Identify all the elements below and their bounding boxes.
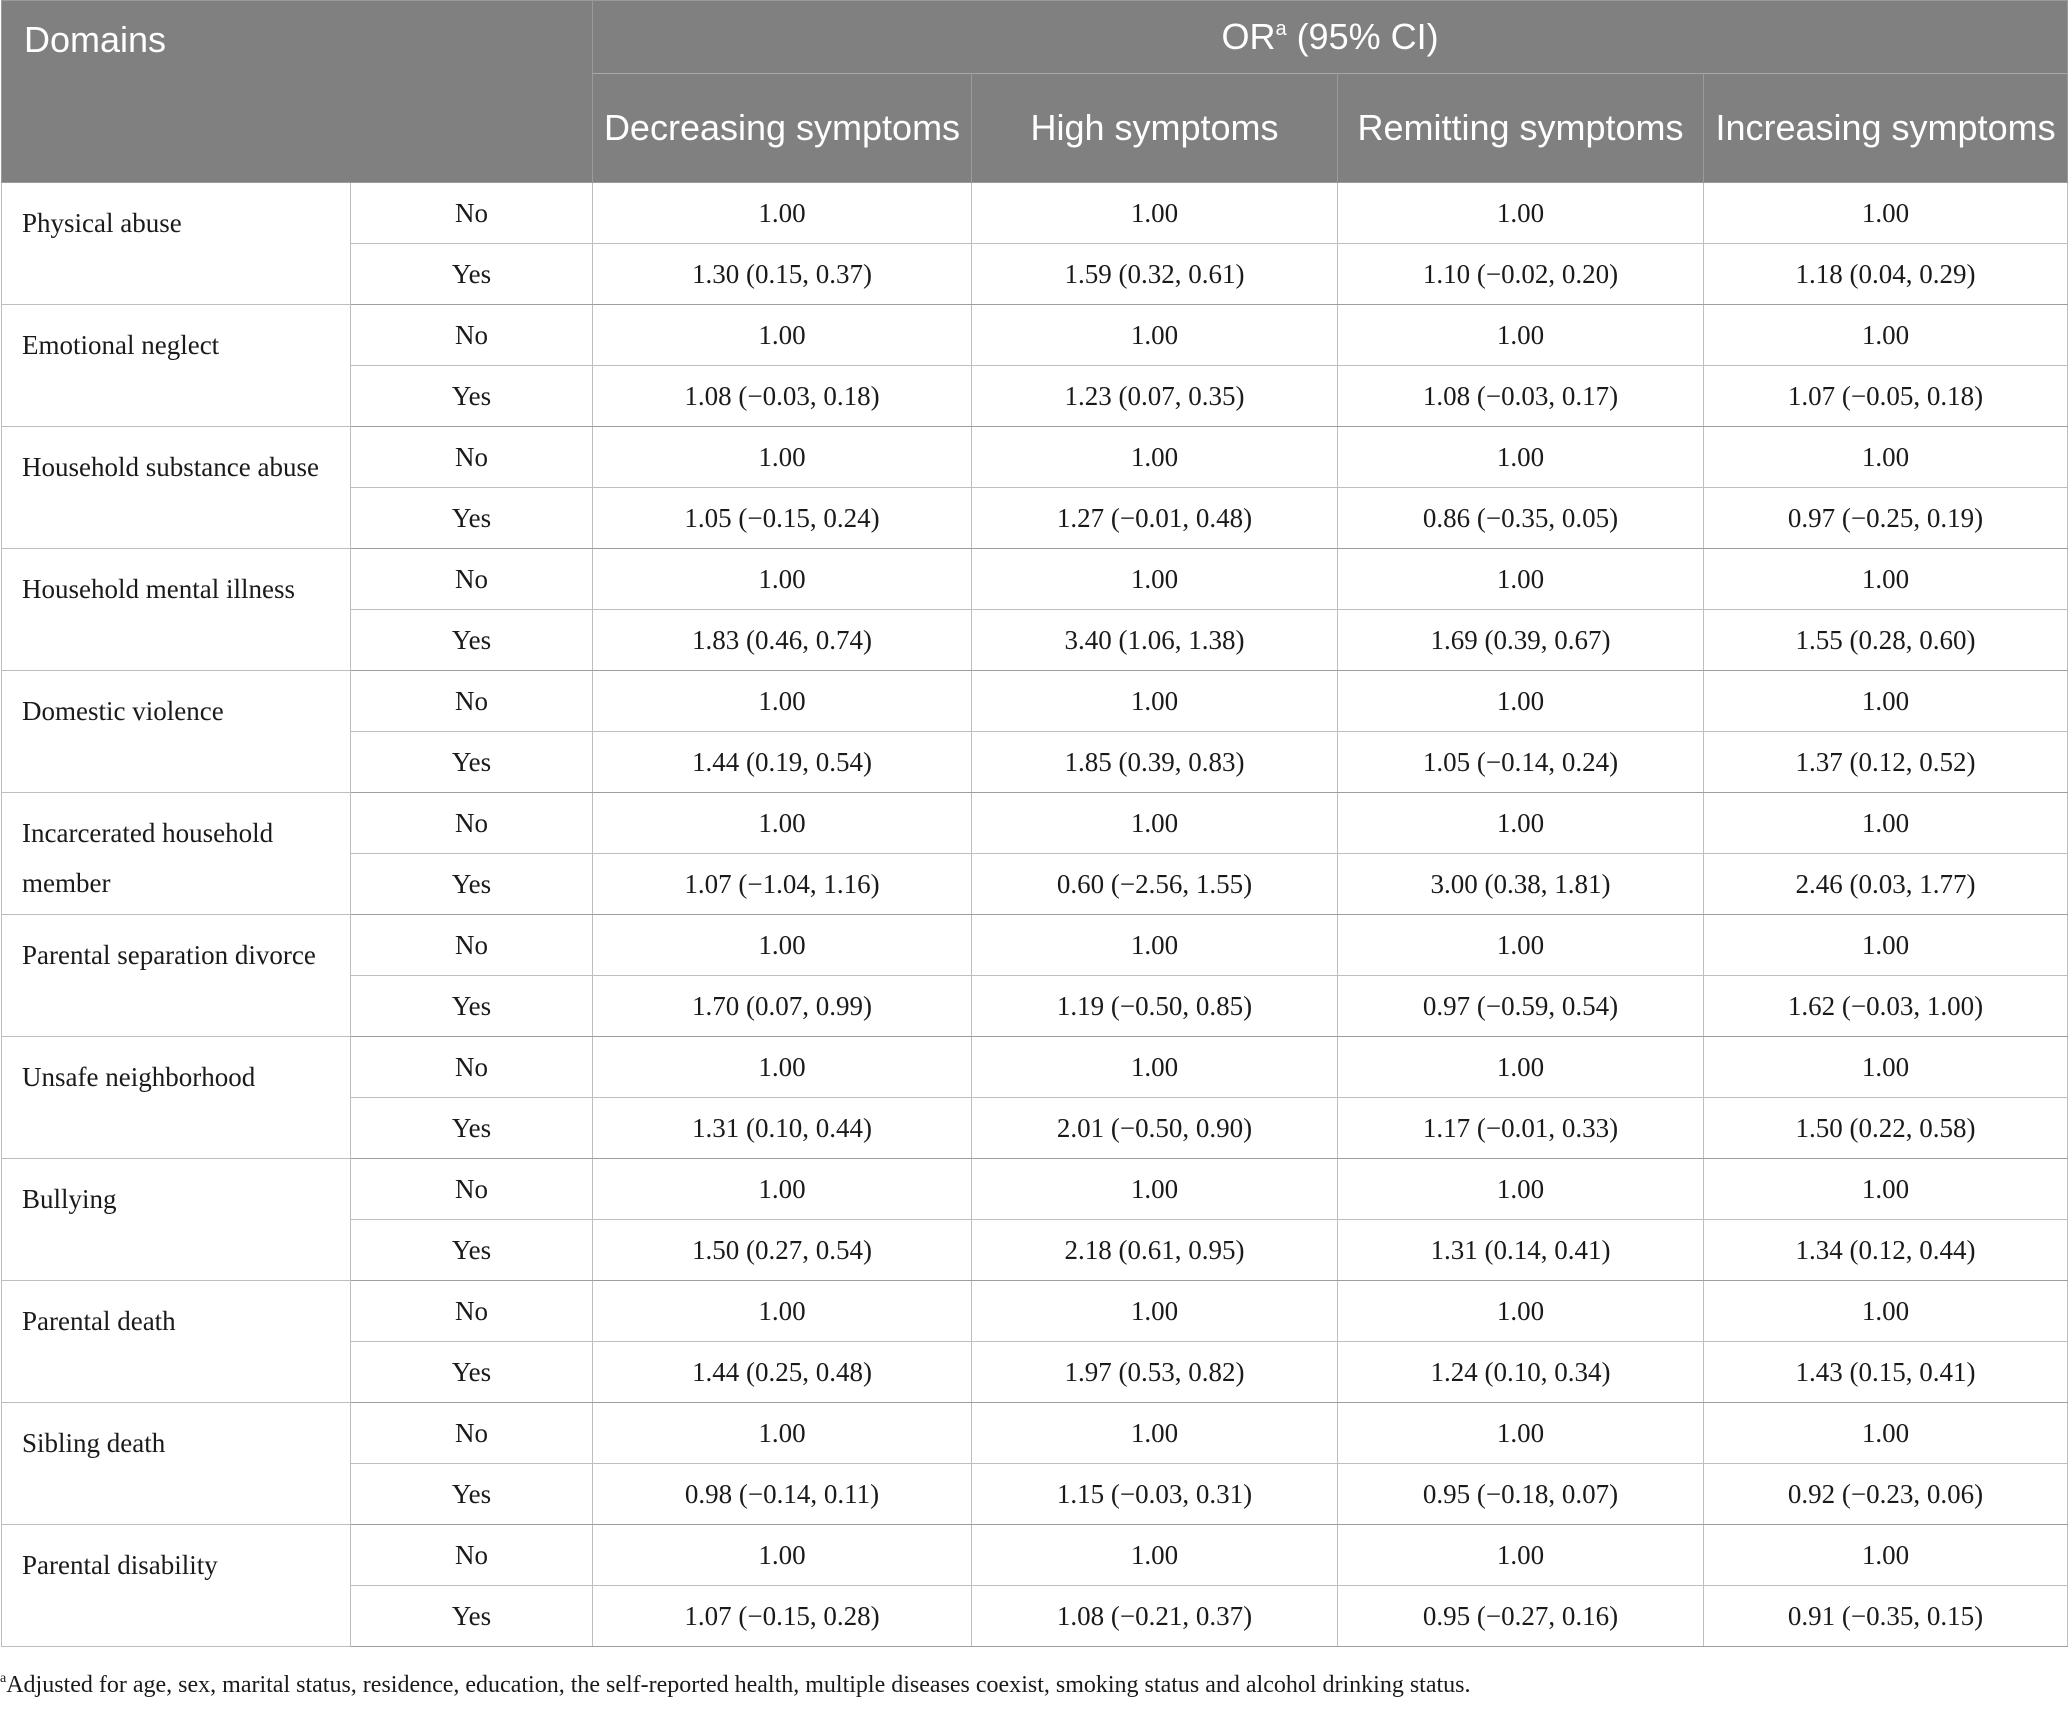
exposure-no-label: No: [351, 1403, 593, 1464]
table-cell: 1.18 (0.04, 0.29): [1704, 244, 2068, 305]
table-cell: 1.00: [1338, 1525, 1704, 1586]
table-row: [2, 1037, 2068, 1098]
table-cell: 1.00: [1704, 305, 2068, 366]
table-cell: 0.86 (−0.35, 0.05): [1338, 488, 1704, 549]
domain-label: Parental separation divorce: [2, 915, 351, 1037]
table-cell: 1.00: [1338, 1403, 1704, 1464]
table-cell: 1.17 (−0.01, 0.33): [1338, 1098, 1704, 1159]
domain-label: Unsafe neighborhood: [2, 1037, 351, 1159]
exposure-yes-label: Yes: [351, 244, 593, 305]
table-cell: 1.00: [593, 671, 972, 732]
table-row: [2, 793, 2068, 854]
exposure-no-label: No: [351, 427, 593, 488]
exposure-no-label: No: [351, 793, 593, 854]
table-cell: 1.07 (−1.04, 1.16): [593, 854, 972, 915]
table-cell: 1.05 (−0.15, 0.24): [593, 488, 972, 549]
domains-header: Domains: [2, 1, 593, 183]
table-cell: 1.00: [593, 1281, 972, 1342]
column-header-remitting: Remitting symptoms: [1338, 74, 1704, 183]
table-cell: 1.07 (−0.05, 0.18): [1704, 366, 2068, 427]
table-header: [2, 1, 2068, 183]
table-cell: 1.50 (0.27, 0.54): [593, 1220, 972, 1281]
domain-label: Parental disability: [2, 1525, 351, 1647]
table-cell: 0.92 (−0.23, 0.06): [1704, 1464, 2068, 1525]
exposure-yes-label: Yes: [351, 976, 593, 1037]
table-cell: 1.15 (−0.03, 0.31): [972, 1464, 1338, 1525]
table-cell: 1.69 (0.39, 0.67): [1338, 610, 1704, 671]
table-cell: 1.00: [1338, 1037, 1704, 1098]
exposure-yes-label: Yes: [351, 854, 593, 915]
table-cell: 2.18 (0.61, 0.95): [972, 1220, 1338, 1281]
table-cell: 1.00: [1338, 1159, 1704, 1220]
table-cell: 1.00: [1338, 183, 1704, 244]
table-cell: 1.00: [972, 793, 1338, 854]
table-cell: 1.00: [972, 427, 1338, 488]
table-cell: 2.46 (0.03, 1.77): [1704, 854, 2068, 915]
exposure-yes-label: Yes: [351, 1586, 593, 1647]
column-header-increasing: Increasing symptoms: [1704, 74, 2068, 183]
table-cell: 1.00: [593, 549, 972, 610]
table-cell: 1.00: [1704, 1037, 2068, 1098]
exposure-yes-label: Yes: [351, 1098, 593, 1159]
domain-label: Incarcerated household member: [2, 793, 351, 915]
table-cell: 1.00: [1338, 793, 1704, 854]
table-cell: 1.00: [593, 1159, 972, 1220]
table-cell: 1.00: [593, 915, 972, 976]
table-cell: 0.97 (−0.59, 0.54): [1338, 976, 1704, 1037]
table-cell: 1.00: [972, 549, 1338, 610]
table-cell: 1.05 (−0.14, 0.24): [1338, 732, 1704, 793]
table-cell: 2.01 (−0.50, 0.90): [972, 1098, 1338, 1159]
exposure-yes-label: Yes: [351, 732, 593, 793]
table-cell: 1.43 (0.15, 0.41): [1704, 1342, 2068, 1403]
table-cell: 1.23 (0.07, 0.35): [972, 366, 1338, 427]
table-cell: 1.08 (−0.21, 0.37): [972, 1586, 1338, 1647]
table-cell: 1.00: [1704, 671, 2068, 732]
column-header-decreasing: Decreasing symptoms: [593, 74, 972, 183]
exposure-no-label: No: [351, 549, 593, 610]
exposure-yes-label: Yes: [351, 610, 593, 671]
table-cell: 1.19 (−0.50, 0.85): [972, 976, 1338, 1037]
table-cell: 1.00: [593, 427, 972, 488]
exposure-yes-label: Yes: [351, 488, 593, 549]
table-cell: 1.08 (−0.03, 0.17): [1338, 366, 1704, 427]
table-cell: 1.00: [1338, 1281, 1704, 1342]
domain-label: Bullying: [2, 1159, 351, 1281]
table-cell: 1.00: [1338, 671, 1704, 732]
table-cell: 0.95 (−0.18, 0.07): [1338, 1464, 1704, 1525]
exposure-no-label: No: [351, 183, 593, 244]
table-cell: 1.00: [593, 305, 972, 366]
table-cell: 1.00: [593, 793, 972, 854]
domain-label: Emotional neglect: [2, 305, 351, 427]
domain-label: Household substance abuse: [2, 427, 351, 549]
table-cell: 1.44 (0.25, 0.48): [593, 1342, 972, 1403]
exposure-no-label: No: [351, 1281, 593, 1342]
table-cell: 1.97 (0.53, 0.82): [972, 1342, 1338, 1403]
table-cell: 1.30 (0.15, 0.37): [593, 244, 972, 305]
table-cell: 1.10 (−0.02, 0.20): [1338, 244, 1704, 305]
exposure-yes-label: Yes: [351, 1342, 593, 1403]
footnote: [0, 1672, 1471, 1699]
table-cell: 1.00: [1704, 549, 2068, 610]
domain-label: Parental death: [2, 1281, 351, 1403]
exposure-no-label: No: [351, 305, 593, 366]
table-row: [2, 1159, 2068, 1220]
exposure-yes-label: Yes: [351, 1220, 593, 1281]
table-cell: 1.62 (−0.03, 1.00): [1704, 976, 2068, 1037]
table-cell: 1.00: [593, 1403, 972, 1464]
exposure-yes-label: Yes: [351, 366, 593, 427]
domain-label: Household mental illness: [2, 549, 351, 671]
table-cell: 1.27 (−0.01, 0.48): [972, 488, 1338, 549]
table-cell: 3.40 (1.06, 1.38): [972, 610, 1338, 671]
table-cell: 1.00: [972, 1525, 1338, 1586]
table-cell: 0.97 (−0.25, 0.19): [1704, 488, 2068, 549]
table-cell: 1.00: [1704, 1281, 2068, 1342]
or-ci-label: (95% CI): [1286, 16, 1439, 57]
table-cell: 1.24 (0.10, 0.34): [1338, 1342, 1704, 1403]
table-cell: 1.00: [972, 1403, 1338, 1464]
exposure-no-label: No: [351, 915, 593, 976]
table-row: [2, 183, 2068, 244]
table-cell: 1.00: [593, 1037, 972, 1098]
table-cell: 1.70 (0.07, 0.99): [593, 976, 972, 1037]
table-cell: 1.00: [972, 183, 1338, 244]
table-body: [2, 183, 2068, 1647]
exposure-yes-label: Yes: [351, 1464, 593, 1525]
odds-ratio-table: [1, 0, 2068, 1647]
exposure-no-label: No: [351, 1525, 593, 1586]
table-cell: 1.00: [1704, 1525, 2068, 1586]
table-row: [2, 1525, 2068, 1586]
table-cell: 1.00: [972, 305, 1338, 366]
table-cell: 1.00: [593, 1525, 972, 1586]
table-cell: 3.00 (0.38, 1.81): [1338, 854, 1704, 915]
table-cell: 1.00: [972, 671, 1338, 732]
table-cell: 0.91 (−0.35, 0.15): [1704, 1586, 2068, 1647]
table-cell: 1.00: [593, 183, 972, 244]
table-cell: 1.83 (0.46, 0.74): [593, 610, 972, 671]
table-cell: 1.34 (0.12, 0.44): [1704, 1220, 2068, 1281]
table-cell: 1.00: [1338, 915, 1704, 976]
table-row: [2, 549, 2068, 610]
table-cell: 1.00: [972, 915, 1338, 976]
exposure-no-label: No: [351, 1037, 593, 1098]
table-cell: 0.95 (−0.27, 0.16): [1338, 1586, 1704, 1647]
table-cell: 1.07 (−0.15, 0.28): [593, 1586, 972, 1647]
table-cell: 1.00: [1704, 183, 2068, 244]
domain-label: Sibling death: [2, 1403, 351, 1525]
table-cell: 1.55 (0.28, 0.60): [1704, 610, 2068, 671]
table-cell: 0.98 (−0.14, 0.11): [593, 1464, 972, 1525]
table-cell: 1.31 (0.10, 0.44): [593, 1098, 972, 1159]
table-cell: 1.00: [972, 1159, 1338, 1220]
table-cell: 1.00: [1704, 1403, 2068, 1464]
table-cell: 1.59 (0.32, 0.61): [972, 244, 1338, 305]
table-cell: 1.00: [1338, 427, 1704, 488]
table-cell: 1.00: [1704, 793, 2068, 854]
table-cell: 1.00: [1704, 1159, 2068, 1220]
table-cell: 1.00: [1704, 427, 2068, 488]
table-cell: 1.37 (0.12, 0.52): [1704, 732, 2068, 793]
table-row: [2, 305, 2068, 366]
table-cell: 1.31 (0.14, 0.41): [1338, 1220, 1704, 1281]
column-header-high: High symptoms: [972, 74, 1338, 183]
table-cell: 1.00: [972, 1037, 1338, 1098]
table-cell: 1.00: [972, 1281, 1338, 1342]
table-cell: 1.00: [1338, 305, 1704, 366]
table-cell: 1.50 (0.22, 0.58): [1704, 1098, 2068, 1159]
domain-label: Domestic violence: [2, 671, 351, 793]
table-row: [2, 915, 2068, 976]
or-header: [593, 1, 2068, 74]
or-footnote-marker: a: [1275, 18, 1287, 40]
table-row: [2, 1281, 2068, 1342]
table-cell: 0.60 (−2.56, 1.55): [972, 854, 1338, 915]
domain-label: Physical abuse: [2, 183, 351, 305]
table-cell: 1.00: [1338, 549, 1704, 610]
exposure-no-label: No: [351, 671, 593, 732]
table-cell: 1.00: [1704, 915, 2068, 976]
exposure-no-label: No: [351, 1159, 593, 1220]
or-label: OR: [1221, 16, 1276, 57]
table-cell: 1.44 (0.19, 0.54): [593, 732, 972, 793]
table-cell: 1.08 (−0.03, 0.18): [593, 366, 972, 427]
footnote-marker: a: [0, 1671, 7, 1686]
table-row: [2, 1403, 2068, 1464]
table-cell: 1.85 (0.39, 0.83): [972, 732, 1338, 793]
footnote-text: Adjusted for age, sex, marital status, residence, education, the self-reported health, multiple diseases coexist, smoking status and alcohol drinking status.: [6, 1672, 1471, 1698]
table-row: [2, 671, 2068, 732]
table-row: [2, 427, 2068, 488]
